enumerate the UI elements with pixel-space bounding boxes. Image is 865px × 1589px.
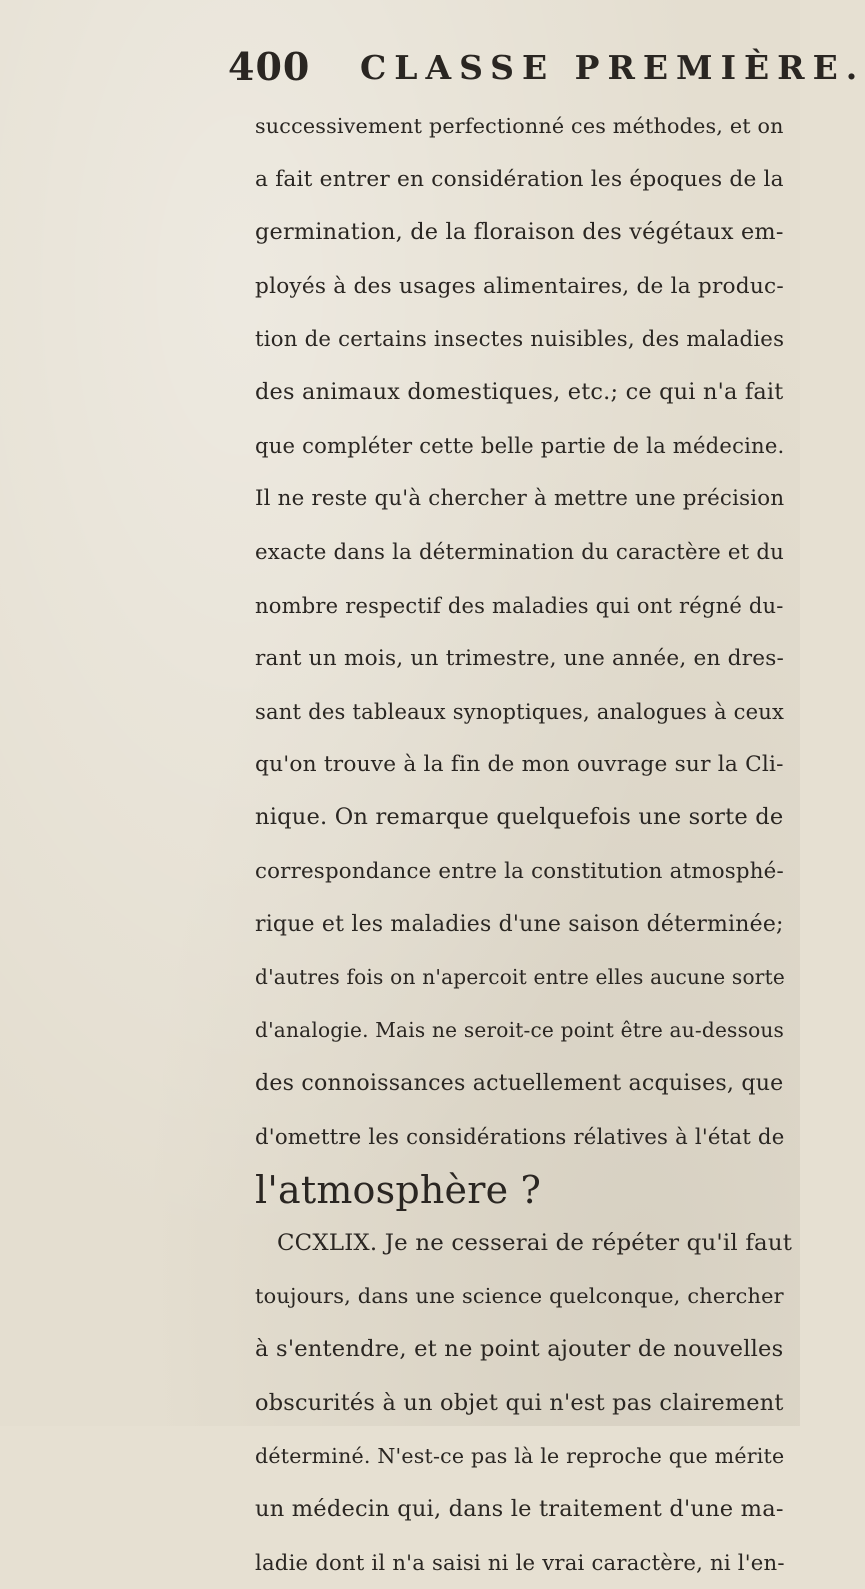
text-line: que compléter cette belle partie de la médecine. xyxy=(255,433,785,459)
text-line: exacte dans la détermination du caractère et du xyxy=(255,539,785,565)
text-line: germination, de la floraison des végétaux em- xyxy=(255,219,784,246)
text-line: déterminé. N'est-ce pas là le reproche que mérite xyxy=(255,1443,785,1468)
text-line: tion de certains insectes nuisibles, des maladies xyxy=(255,326,785,352)
text-line: l'atmosphère ? xyxy=(255,1167,542,1212)
text-line: sant des tableaux synoptiques, analogues à ceux xyxy=(255,699,785,725)
text-line: d'analogie. Mais ne seroit-ce point être au-dessous xyxy=(255,1018,785,1043)
text-line: obscurités à un objet qui n'est pas clairement xyxy=(255,1389,784,1416)
page-number: 400 xyxy=(228,44,311,89)
text-line: Il ne reste qu'à chercher à mettre une précision xyxy=(255,486,785,512)
text-line: rique et les maladies d'une saison déterminée; xyxy=(255,911,784,937)
text-line: d'autres fois on n'apercoit entre elles aucune sorte xyxy=(255,965,785,989)
text-line: des animaux domestiques, etc.; ce qui n'a fait xyxy=(255,378,784,405)
text-line: à s'entendre, et ne point ajouter de nouvelles xyxy=(255,1336,784,1363)
text-line: rant un mois, un trimestre, une année, en dres- xyxy=(255,645,785,671)
text-line: successivement perfectionné ces méthodes, et on xyxy=(255,114,784,138)
text-line: correspondance entre la constitution atmosphé- xyxy=(255,858,784,884)
text-line: nique. On remarque quelquefois une sorte de xyxy=(255,804,784,831)
text-line: un médecin qui, dans le traitement d'une ma- xyxy=(255,1495,784,1522)
section-heading-line: CCXLIX. Je ne cesserai de répéter qu'il faut xyxy=(277,1229,793,1256)
text-line: ployés à des usages alimentaires, de la produc- xyxy=(255,273,784,299)
body-text xyxy=(255,100,793,1589)
running-title: CLASSE PREMIÈRE. xyxy=(360,48,865,87)
text-line: d'omettre les considérations rélatives à l'état de xyxy=(255,1124,785,1150)
text-line: a fait entrer en considération les époques de la xyxy=(255,167,784,193)
text-line: qu'on trouve à la fin de mon ouvrage sur la Cli- xyxy=(255,752,784,778)
text-line: toujours, dans une science quelconque, chercher xyxy=(255,1284,784,1309)
text-line: nombre respectif des maladies qui ont régné du- xyxy=(255,592,784,618)
text-line: ladie dont il n'a saisi ni le vrai caractère, ni l'en- xyxy=(255,1550,785,1576)
text-line: des connoissances actuellement acquises, que xyxy=(255,1070,784,1097)
